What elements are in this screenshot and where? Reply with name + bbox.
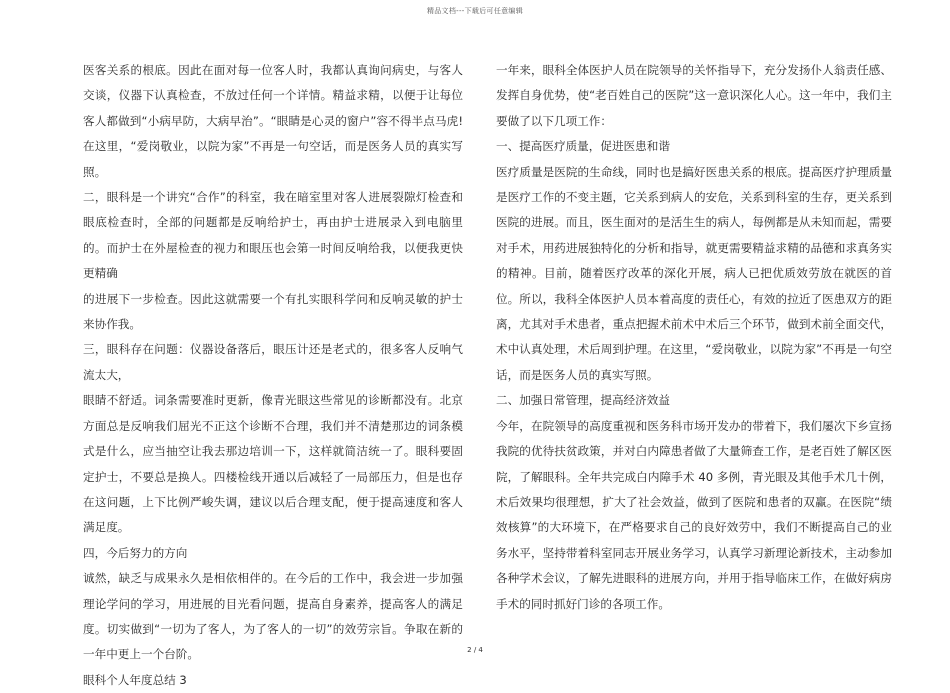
left-paragraph-5: 眼睛不舒适。词条需要准时更新，像青光眼这些常见的诊断都没有。北京方面总是反响我们屈光不正这个诊断不合理，我们并不清楚那边的词条模式是什么，应当抽空让我去那边培训一下，这样就简洁统一了。眼科要固定护士，不要总是换人。四楼检线开通以后减轻了一局部压力，但是也存在这问题，上下比例严峻失调，建议以后合理支配，便于提高速度和客人满足度。	[83, 393, 463, 535]
page-number: 2 / 4	[467, 646, 483, 654]
right-heading-1: 一、提高医疗质量，促进医患和谐	[496, 139, 670, 154]
left-paragraph-4: 三，眼科存在问题：仪器设备落后，眼压计还是老式的，很多客人反响气流太大，	[83, 342, 463, 382]
left-paragraph-1: 医客关系的根底。因此在面对每一位客人时，我都认真询问病史，与客人交谈，仪器下认真检查，不放过任何一个详情。精益求精，以便于让每位客人都做到“小病早防，大病早治”。“眼睛是心灵的窗户”容不得半点马虎!在这里，“爱岗敬业，以院为家”不再是一句空话，而是医务人员的真实写照。	[83, 63, 463, 179]
left-paragraph-2: 二，眼科是一个讲究“合作”的科室，我在暗室里对客人进展裂隙灯检查和眼底检查时，全部的问题都是反响给护士，再由护士进展录入到电脑里的。而护士在外屋检查的视力和眼压也会第一时间反响给我，以便我更快更精确	[83, 190, 463, 281]
left-column	[83, 58, 463, 693]
right-paragraph-3: 今年，在院领导的高度重视和医务科市场开发办的带着下，我们屡次下乡宣扬我院的优待扶贫政策，并对白内障患者做了大量筛查工作，是老百姓了解区医院，了解眼科。全年共完成白内障手术 40 多例，青光眼及其他手术几十例，术后效果均很理想，扩大了社会效益，做到了医院和患者的双赢。在医院“绩效核算”的大环境下，在严格要求自己的良好效劳中，我们不断提高自己的业务水平，坚持带着科室同志开展业务学习，认真学习新理论新技术，主动参加各种学术会议，了解先进眼科的进展方向，并用于指导临床工作，在做好病房手术的同时抓好门诊的各项工作。	[496, 418, 892, 611]
left-section-title: 眼科个人年度总结 3	[83, 672, 187, 687]
right-column	[496, 58, 892, 617]
right-heading-2: 二、加强日常管理，提高经济效益	[496, 393, 670, 408]
left-paragraph-6: 诚然，缺乏与成果永久是相依相伴的。在今后的工作中，我会进一步加强理论学问的学习，用进展的目光看问题，提高自身素养，提高客人的满足度。切实做到“一切为了客人，为了客人的一切”的效劳宗旨。争取在新的一年中更上一个台阶。	[83, 571, 463, 662]
left-heading-4: 四，今后努力的方向	[83, 545, 188, 560]
page-header: 精品文档---下载后可任意编辑	[426, 7, 524, 15]
right-paragraph-2: 医疗质量是医院的生命线，同时也是搞好医患关系的根底。提高医疗护理质量是医疗工作的不变主题，它关系到病人的安危，关系到科室的生存，更关系到医院的进展。而且，医生面对的是活生生的病人，每例都是从未知而起，需要对手术，用药进展独特化的分析和指导，就更需要精益求精的品德和求真务实的精神。目前，随着医疗改革的深化开展，病人已把优质效劳放在就医的首位。所以，我科全体医护人员本着高度的责任心，有效的拉近了医患双方的距离，尤其对手术患者，重点把握术前术中术后三个环节，做到术前全面交代，术中认真处理，术后周到护理。在这里，“爱岗敬业，以院为家”不再是一句空话，而是医务人员的真实写照。	[496, 164, 892, 382]
right-paragraph-1: 一年来，眼科全体医护人员在院领导的关怀指导下，充分发扬仆人翁责任感、发挥自身优势，使“老百姓自己的医院”这一意识深化人心。这一年中，我们主要做了以下几项工作：	[496, 63, 892, 128]
left-paragraph-3: 的进展下一步检查。因此这就需要一个有扎实眼科学问和反响灵敏的护士来协作我。	[83, 291, 463, 332]
